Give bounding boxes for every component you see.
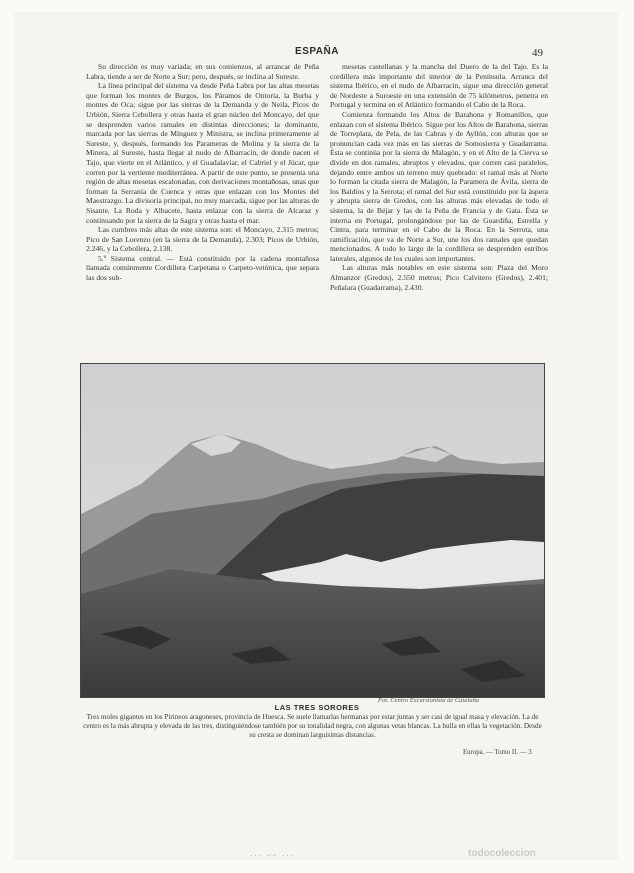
bottom-mark: ··· ~~ ··· — [250, 852, 296, 860]
paragraph: 5.º Sistema central. — Está constituido por la cadena montañosa llamada comúnmente Cordillera Carpetana o Carpeto-vetónica, que separa las dos sub- — [86, 253, 319, 283]
paragraph: Comienza formando los Altos de Barahona y Romanillos, que enlazan con el sistema Ibérico. Sigue por los Altos de Barahona, sierras de Torreplata, de Pela, de las Cabras y de Ayllón, con alturas que se pronuncian cada vez más en las sierras de Somosierra y Guadarrama. Ésta se continúa por la sierra de Malagón, y en el Alto de la Cierva se divide en dos ramales, abruptos y elevados, que corren casi paralelos, dejando entre ambos un terreno muy quebrado: el ramal más al Norte lo forman la citada sierra de Malagón, la Paramera de Ávila, sierra de los Baldíos y la Serrota; el ramal del Sur está constituido por la áspera y abrupta sierra de Gredos, con las alturas más elevadas de todo el sistema, la de Béjar y las de la Peña de Francia y de Gata. Ésta se interna en Portugal, prolongándose por las de Guardiña, Estrella y Cintra, para terminar en el Cabo de la Roca. En la Serrota, una ramificación, que va de Norte a Sur, une los dos ramales que quedan mencionados. A todo lo largo de la cordillera se desprenden estribos laterales, algunos de los cuales son importantes. — [330, 109, 548, 263]
paragraph: mesetas castellanas y la mancha del Duero de la del Tajo. Es la cordillera más importante del interior de la Península. Arranca del sistema Ibérico, en el nudo de Albarracín, sigue una dirección general de Nordeste a Suroeste en una extensión de 75 kilómetros, penetra en Portugal y termina en el Atlántico formando el Cabo de la Roca. — [330, 62, 548, 110]
page-number: 49 — [532, 47, 543, 59]
mountain-photograph — [80, 363, 545, 698]
photo-caption-text: Tres moles gigantes en los Pirineos aragoneses, provincia de Huesca. Se suele llamarlas hermanas por estar juntas y ser casi de igual masa y elevación. La de centro es la más abrupta y elevada de las tres, distinguiéndose también por su tonalidad negra, con algunas vetas blancas. La hulla en ellas la vegetación. Desde su cresta se dominan larguísimas distancias. — [83, 713, 542, 739]
photo-caption-title: LAS TRES SORORES — [274, 703, 360, 712]
photo-credit: Fot. Centro Excursionista de Cataluña — [378, 697, 480, 704]
page-header-title: ESPAÑA — [295, 46, 339, 57]
mountain-landscape-illustration — [81, 364, 544, 697]
left-text-column — [86, 62, 319, 283]
paragraph: Las alturas más notables en este sistema son: Plaza del Moro Almanzor (Gredos), 2.550 metros; Pico Calvitero (Gredos), 2.401; Peñalara (Guadarrama), 2.430. — [330, 263, 548, 292]
footer-reference: Europa. — Tomo II. — 3 — [463, 749, 532, 756]
right-text-column — [330, 62, 548, 292]
paragraph: La línea principal del sistema va desde Peña Labra por las altas mesetas que forman los montes de Burgos, los Páramos de Ontoria, la Burba y montes de Oca; sigue por las sierras de la Demanda y de Neila, Picos de Urbión, Sierra Cebollera y otras hasta el gran núcleo del Moncayo, del que se desprenden varios ramales en distintas direcciones; la dominante, marcada por las sierras de Mínguez y Ministra, se inclina primeramente al Sureste, y, después, formando los Parameras de Molina y la sierra de la Minera, al Sureste, hasta llegar al nudo de Albarracín, de donde nacen el Tajo, que vierte en el Atlántico, y el Guadalaviar, el Cabriel y el Júcar, que corren por la vertiente mediterránea. A partir de este punto, se presenta una región de altas mesetas escalonadas, con derivaciones montañosas, unas que forman la Serranía de Cuenca y otras que enlazan con los Montes del Maestrazgo. La divisoria principal, no muy marcada, sigue por las alturas de Sisante, La Roda y Albacete, hasta enlazar con la sierra de Alcaraz y continuando por la sierra de la Sagra y otras hasta el mar. — [86, 81, 319, 225]
paragraph: Las cumbres más altas de este sistema son: el Moncayo, 2.315 metros; Pico de San Lorenzo (en la sierra de la Demanda), 2.303; Picos de Urbión, 2.246, y la Cebollera, 2.138. — [86, 225, 319, 254]
paragraph: Su dirección es muy variada; en sus comienzos, al arrancar de Peña Labra, tiende a ser de Norte a Sur; pero, después, se inclina al Sureste. — [86, 62, 319, 81]
watermark: todocoleccion — [468, 848, 536, 859]
